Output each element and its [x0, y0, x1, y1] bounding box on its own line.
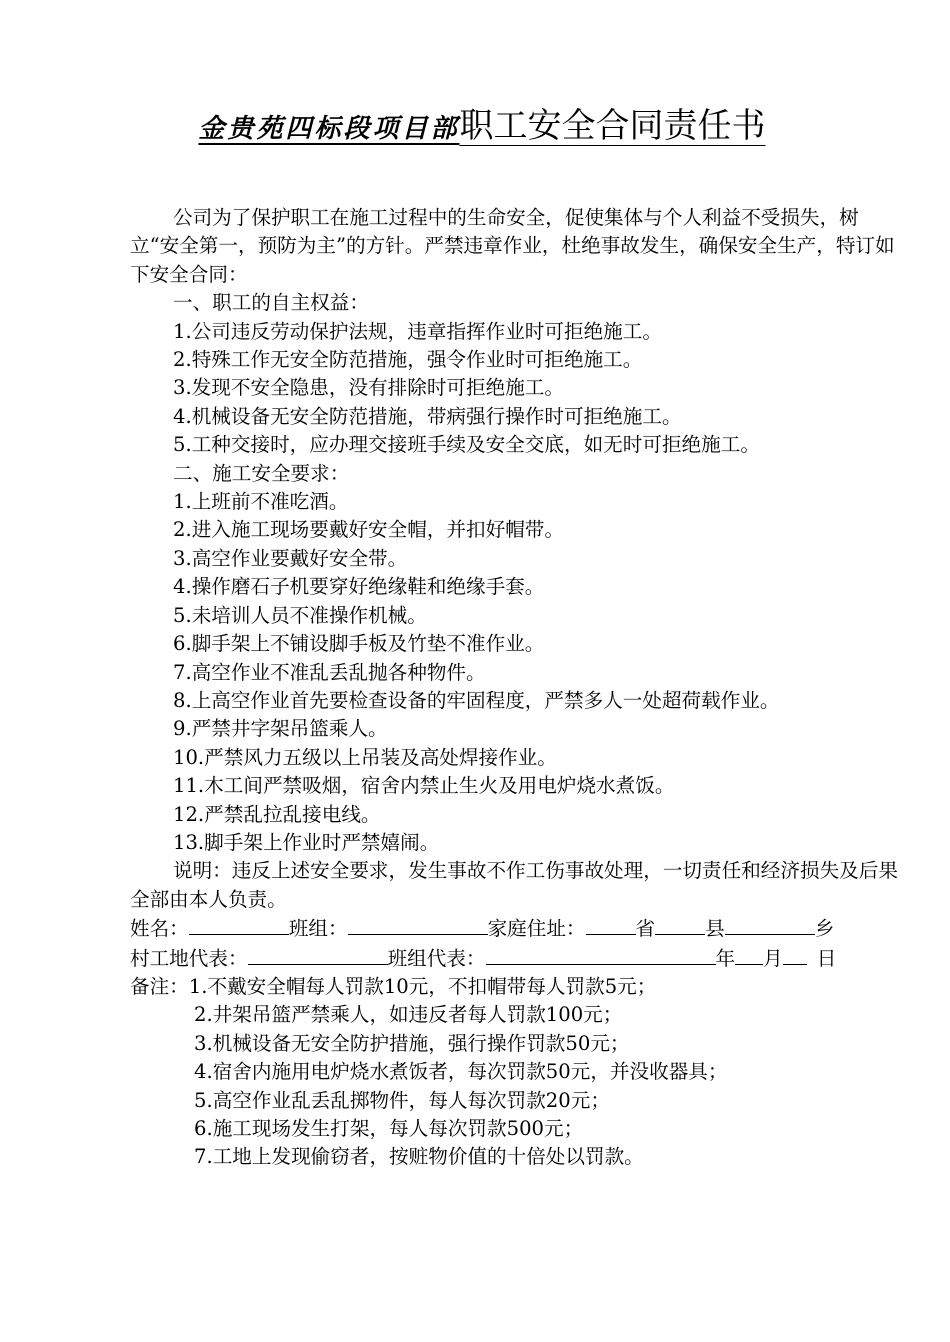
title-main: 职工安全合同责任书 [459, 106, 766, 146]
section2-item: 8.上高空作业首先要检查设备的牢固程度，严禁多人一处超荷载作业。 [173, 688, 780, 712]
section2-item: 10.严禁风力五级以上吊装及高处焊接作业。 [173, 745, 557, 769]
document-body [130, 204, 902, 1172]
note-item: 7.工地上发现偷窃者，按赃物价值的十倍处以罚款。 [194, 1145, 644, 1169]
day-field[interactable] [783, 944, 807, 965]
team-label: 班组： [288, 917, 348, 941]
province-label: 省 [635, 917, 656, 941]
month-label: 月 [763, 946, 783, 970]
notes-label: 备注： [130, 974, 189, 998]
signature-row [130, 944, 902, 973]
section1-item: 5.工种交接时，应办理交接班手续及安全交底，如无时可拒绝施工。 [173, 433, 760, 457]
site-rep-label: 工地代表： [149, 946, 248, 970]
name-label: 姓名： [130, 917, 189, 941]
section2-item: 12.严禁乱拉乱接电线。 [173, 802, 381, 826]
section2-item: 1.上班前不准吃酒。 [173, 490, 349, 514]
note-item: 2.井架吊篮严禁乘人，如违反者每人罚款100元； [194, 1003, 623, 1027]
village-label: 村 [130, 946, 150, 970]
note-item: 5.高空作业乱丢乱掷物件，每人每次罚款20元； [194, 1088, 610, 1112]
year-label: 年 [715, 946, 736, 970]
project-name: 金贵苑四标段项目部 [198, 114, 460, 144]
name-field[interactable] [189, 914, 289, 935]
personal-info-row [130, 914, 902, 943]
section1-item: 3.发现不安全隐患，没有排除时可拒绝施工。 [173, 376, 564, 400]
county-field[interactable] [655, 914, 705, 935]
month-field[interactable] [735, 944, 763, 965]
section2-item: 11.木工间严禁吸烟，宿舍内禁止生火及用电炉烧水煮饭。 [173, 774, 675, 798]
section1-item: 1.公司违反劳动保护法规，违章指挥作业时可拒绝施工。 [173, 319, 662, 343]
section2-item: 13.脚手架上作业时严禁嬉闹。 [173, 830, 440, 854]
section2-item: 3.高空作业要戴好安全带。 [173, 546, 408, 570]
statement-paragraph: 说明：违反上述安全要求，发生事故不作工伤事故处理，一切责任和经济损失及后果全部由本人负责。 [130, 859, 898, 911]
note-item: 6.施工现场发生打架，每人每次罚款500元； [194, 1117, 584, 1140]
section1-item: 4.机械设备无安全防范措施，带病强行操作时可拒绝施工。 [173, 404, 682, 428]
site-rep-field[interactable] [248, 944, 388, 965]
section2-item: 4.操作磨石子机要穿好绝缘鞋和绝缘手套。 [173, 575, 545, 599]
section2-item: 2.进入施工现场要戴好安全帽，并扣好帽带。 [173, 518, 564, 542]
township-label: 乡 [814, 917, 835, 941]
notes-row [130, 973, 902, 1001]
document-title [0, 102, 950, 153]
team-rep-label: 班组代表： [387, 946, 486, 970]
section2-item: 5.未培训人员不准操作机械。 [173, 603, 427, 627]
section1-heading: 一、职工的自主权益： [173, 291, 369, 315]
section2-heading: 二、施工安全要求： [173, 461, 350, 485]
day-label: 日 [816, 946, 837, 970]
township-field[interactable] [725, 914, 815, 935]
note-item: 1.不戴安全帽每人罚款10元，不扣帽带每人罚款5元； [188, 974, 657, 998]
section2-item: 9.严禁井字架吊篮乘人。 [173, 717, 388, 741]
county-label: 县 [705, 917, 725, 941]
section1-item: 2.特殊工作无安全防范措施，强令作业时可拒绝施工。 [173, 348, 643, 372]
section2-item: 6.脚手架上不铺设脚手板及竹垫不准作业。 [173, 632, 545, 656]
team-field[interactable] [348, 914, 488, 935]
note-item: 3.机械设备无安全防护措施，强行操作罚款50元； [194, 1031, 630, 1055]
team-rep-field[interactable] [486, 944, 716, 965]
address-label: 家庭住址： [487, 917, 586, 941]
section2-item: 7.高空作业不准乱丢乱抛各种物件。 [173, 660, 486, 684]
note-item: 4.宿舍内施用电炉烧水煮饭者，每次罚款50元，并没收器具； [194, 1060, 728, 1084]
intro-paragraph: 公司为了保护职工在施工过程中的生命安全，促使集体与个人利益不受损失，树立“安全第一，预防为主”的方针。严禁违章作业，杜绝事故发生，确保安全生产，特订如下安全合同： [130, 206, 895, 286]
province-field[interactable] [586, 914, 636, 935]
